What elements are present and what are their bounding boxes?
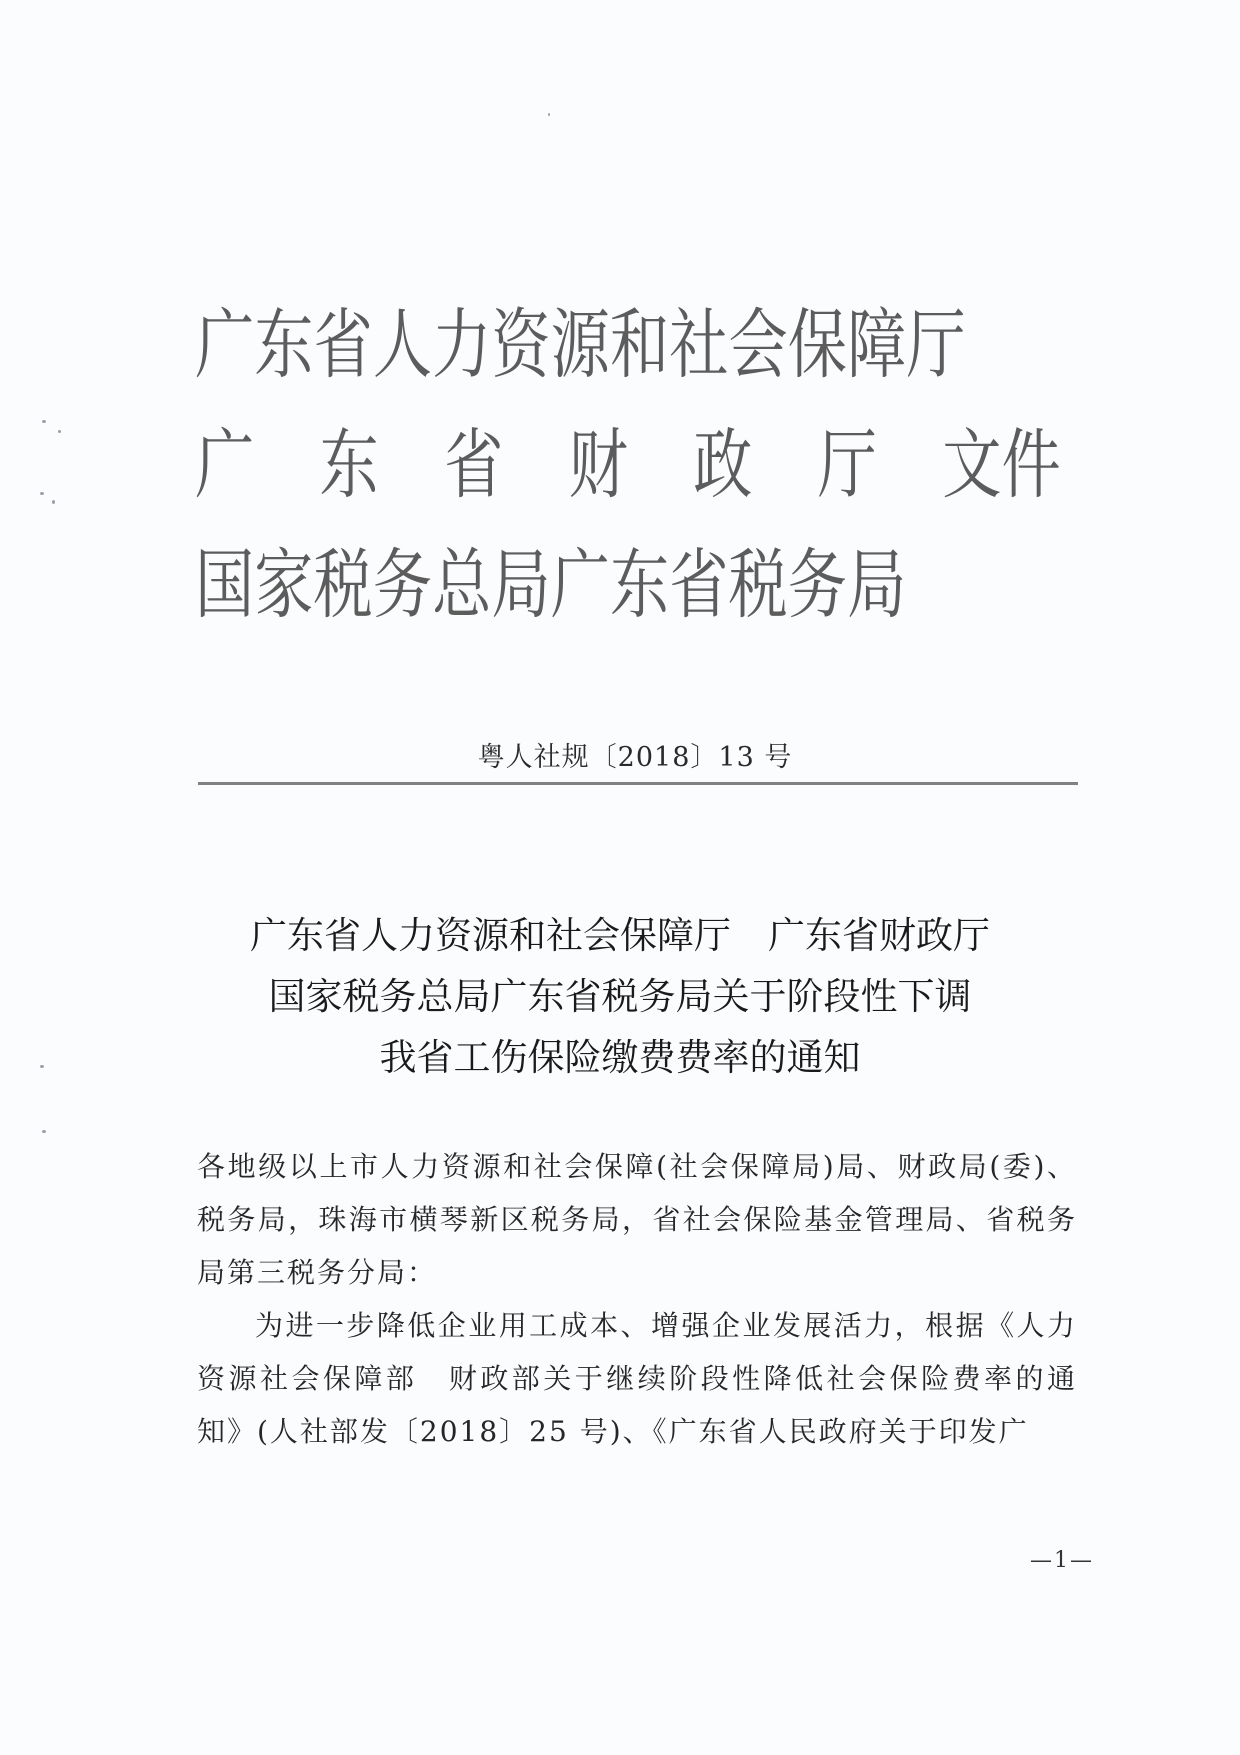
body-paragraph-1: 为进一步降低企业用工成本、增强企业发展活力，根据《人力资源社会保障部 财政部关于继续阶段性降低社会保险费率的通知》(人社部发〔2018〕25 号)、《广东省人民政府关于印发广 [197, 1309, 1077, 1448]
issuer-char: 文件 [942, 420, 1061, 509]
scan-speck [58, 430, 61, 433]
title-line-1: 广东省人力资源和社会保障厅 广东省财政厅 [250, 914, 990, 957]
title-line-2: 国家税务总局广东省税务局关于阶段性下调 [268, 975, 972, 1018]
scan-speck [42, 1130, 46, 1133]
title-line-3: 我省工伤保险缴费费率的通知 [379, 1036, 861, 1079]
issuer-char: 广 [195, 420, 255, 509]
issuer-line-hrss: 广东省人力资源和社会保障厅 [195, 300, 966, 389]
document-title [0, 905, 1240, 1088]
scan-speck [52, 500, 55, 504]
issuer-char: 省 [444, 420, 504, 509]
issuer-line-finance [195, 420, 1061, 510]
scan-speck [42, 420, 46, 423]
issuer-char: 东 [319, 420, 379, 509]
issuer-line-tax: 国家税务总局广东省税务局 [195, 540, 907, 629]
page-number: —1— [1030, 1548, 1094, 1573]
document-number [0, 735, 1240, 774]
scan-speck [40, 492, 44, 495]
issuer-char: 财 [568, 420, 628, 509]
document-number-text: 粤人社规〔2018〕13 号 [477, 742, 793, 773]
issuer-char: 厅 [817, 420, 877, 509]
header-divider-rule [198, 782, 1078, 785]
addressee-paragraph: 各地级以上市人力资源和社会保障(社会保障局)局、财政局(委)、税务局，珠海市横琴新区税务局，省社会保险基金管理局、省税务局第三税务分局： [197, 1150, 1077, 1289]
document-body [197, 1140, 1077, 1458]
scan-speck [548, 113, 550, 116]
issuer-char: 政 [693, 420, 753, 509]
scan-speck [40, 1065, 44, 1068]
